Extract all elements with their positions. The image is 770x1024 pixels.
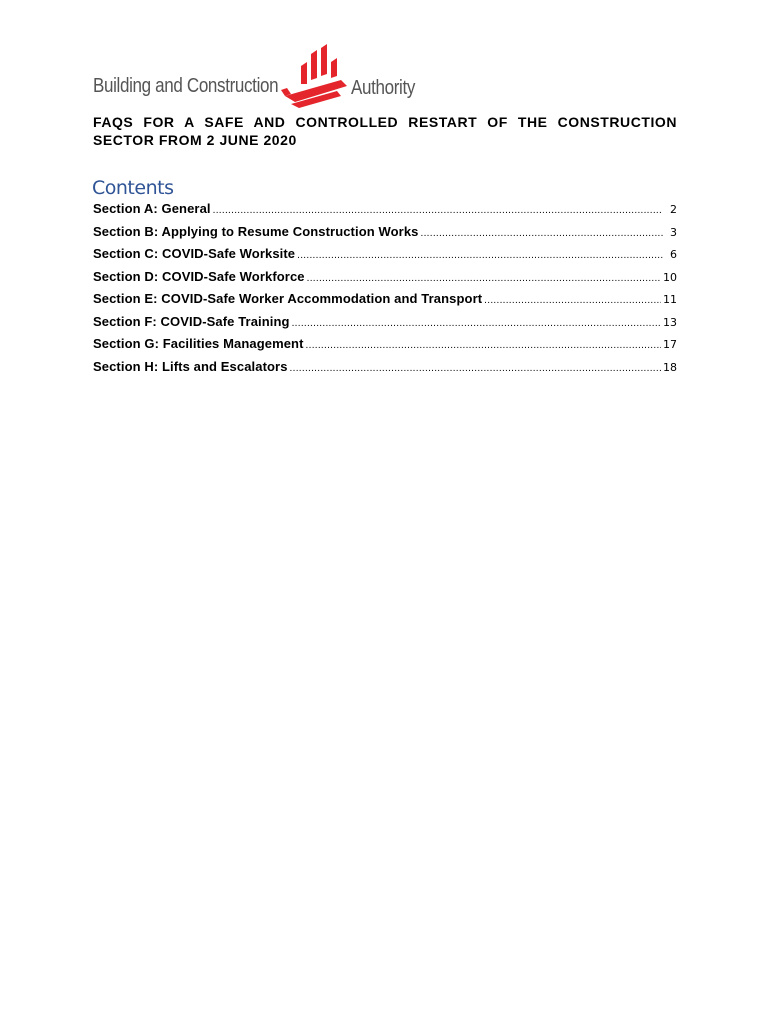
toc-dot-leader: [421, 228, 664, 239]
toc-entry-page-number[interactable]: 10: [663, 270, 677, 284]
toc-entry-page-number[interactable]: 11: [663, 293, 677, 306]
toc-entry-page-number[interactable]: 13: [663, 315, 677, 329]
toc-entry-label[interactable]: Section A: General: [93, 201, 211, 216]
toc-dot-leader: [213, 205, 663, 216]
toc-dot-leader: [290, 363, 661, 374]
toc-entry-label[interactable]: Section E: COVID-Safe Worker Accommodation and Transport: [93, 291, 483, 306]
toc-dot-leader: [307, 273, 661, 284]
toc-entry-label[interactable]: Section F: COVID-Safe Training: [93, 313, 290, 329]
toc-entry-label[interactable]: Section D: COVID-Safe Workforce: [93, 268, 305, 284]
toc-dot-leader: [292, 318, 661, 329]
toc-entry-page-number[interactable]: 3: [670, 225, 677, 239]
contents-heading: Contents: [92, 177, 174, 199]
toc-entry-label[interactable]: Section B: Applying to Resume Construction Works: [93, 223, 419, 239]
toc-entry[interactable]: [93, 224, 677, 247]
toc-entry-page-number[interactable]: 2: [670, 203, 677, 216]
toc-entry-label[interactable]: Section H: Lifts and Escalators: [93, 358, 288, 374]
document-title: FAQS FOR A SAFE AND CONTROLLED RESTART OF THE CONSTRUCTION SECTOR FROM 2 JUNE 2020: [93, 114, 677, 148]
toc-entry-page-number[interactable]: 18: [663, 360, 677, 374]
toc-dot-leader: [484, 295, 661, 306]
bca-logo: [93, 44, 423, 110]
logo-right-text: Authority: [351, 77, 416, 99]
toc-entry-page-number[interactable]: 6: [670, 248, 677, 261]
toc-dot-leader: [297, 250, 663, 261]
toc-entry[interactable]: [93, 246, 677, 269]
toc-entry[interactable]: [93, 359, 677, 382]
logo-left-text: Building and Construction: [93, 75, 279, 97]
toc-entry[interactable]: [93, 291, 677, 314]
toc-entry-label[interactable]: Section C: COVID-Safe Worksite: [93, 246, 296, 261]
toc-entry[interactable]: [93, 269, 677, 292]
toc-entry[interactable]: [93, 314, 677, 337]
toc-entry-label[interactable]: Section G: Facilities Management: [93, 336, 304, 351]
toc-dot-leader: [306, 340, 661, 351]
bca-logo-icon: [281, 44, 351, 110]
toc-entry[interactable]: [93, 201, 677, 224]
toc-entry-page-number[interactable]: 17: [663, 338, 677, 351]
table-of-contents: [93, 201, 677, 381]
toc-entry[interactable]: [93, 336, 677, 359]
